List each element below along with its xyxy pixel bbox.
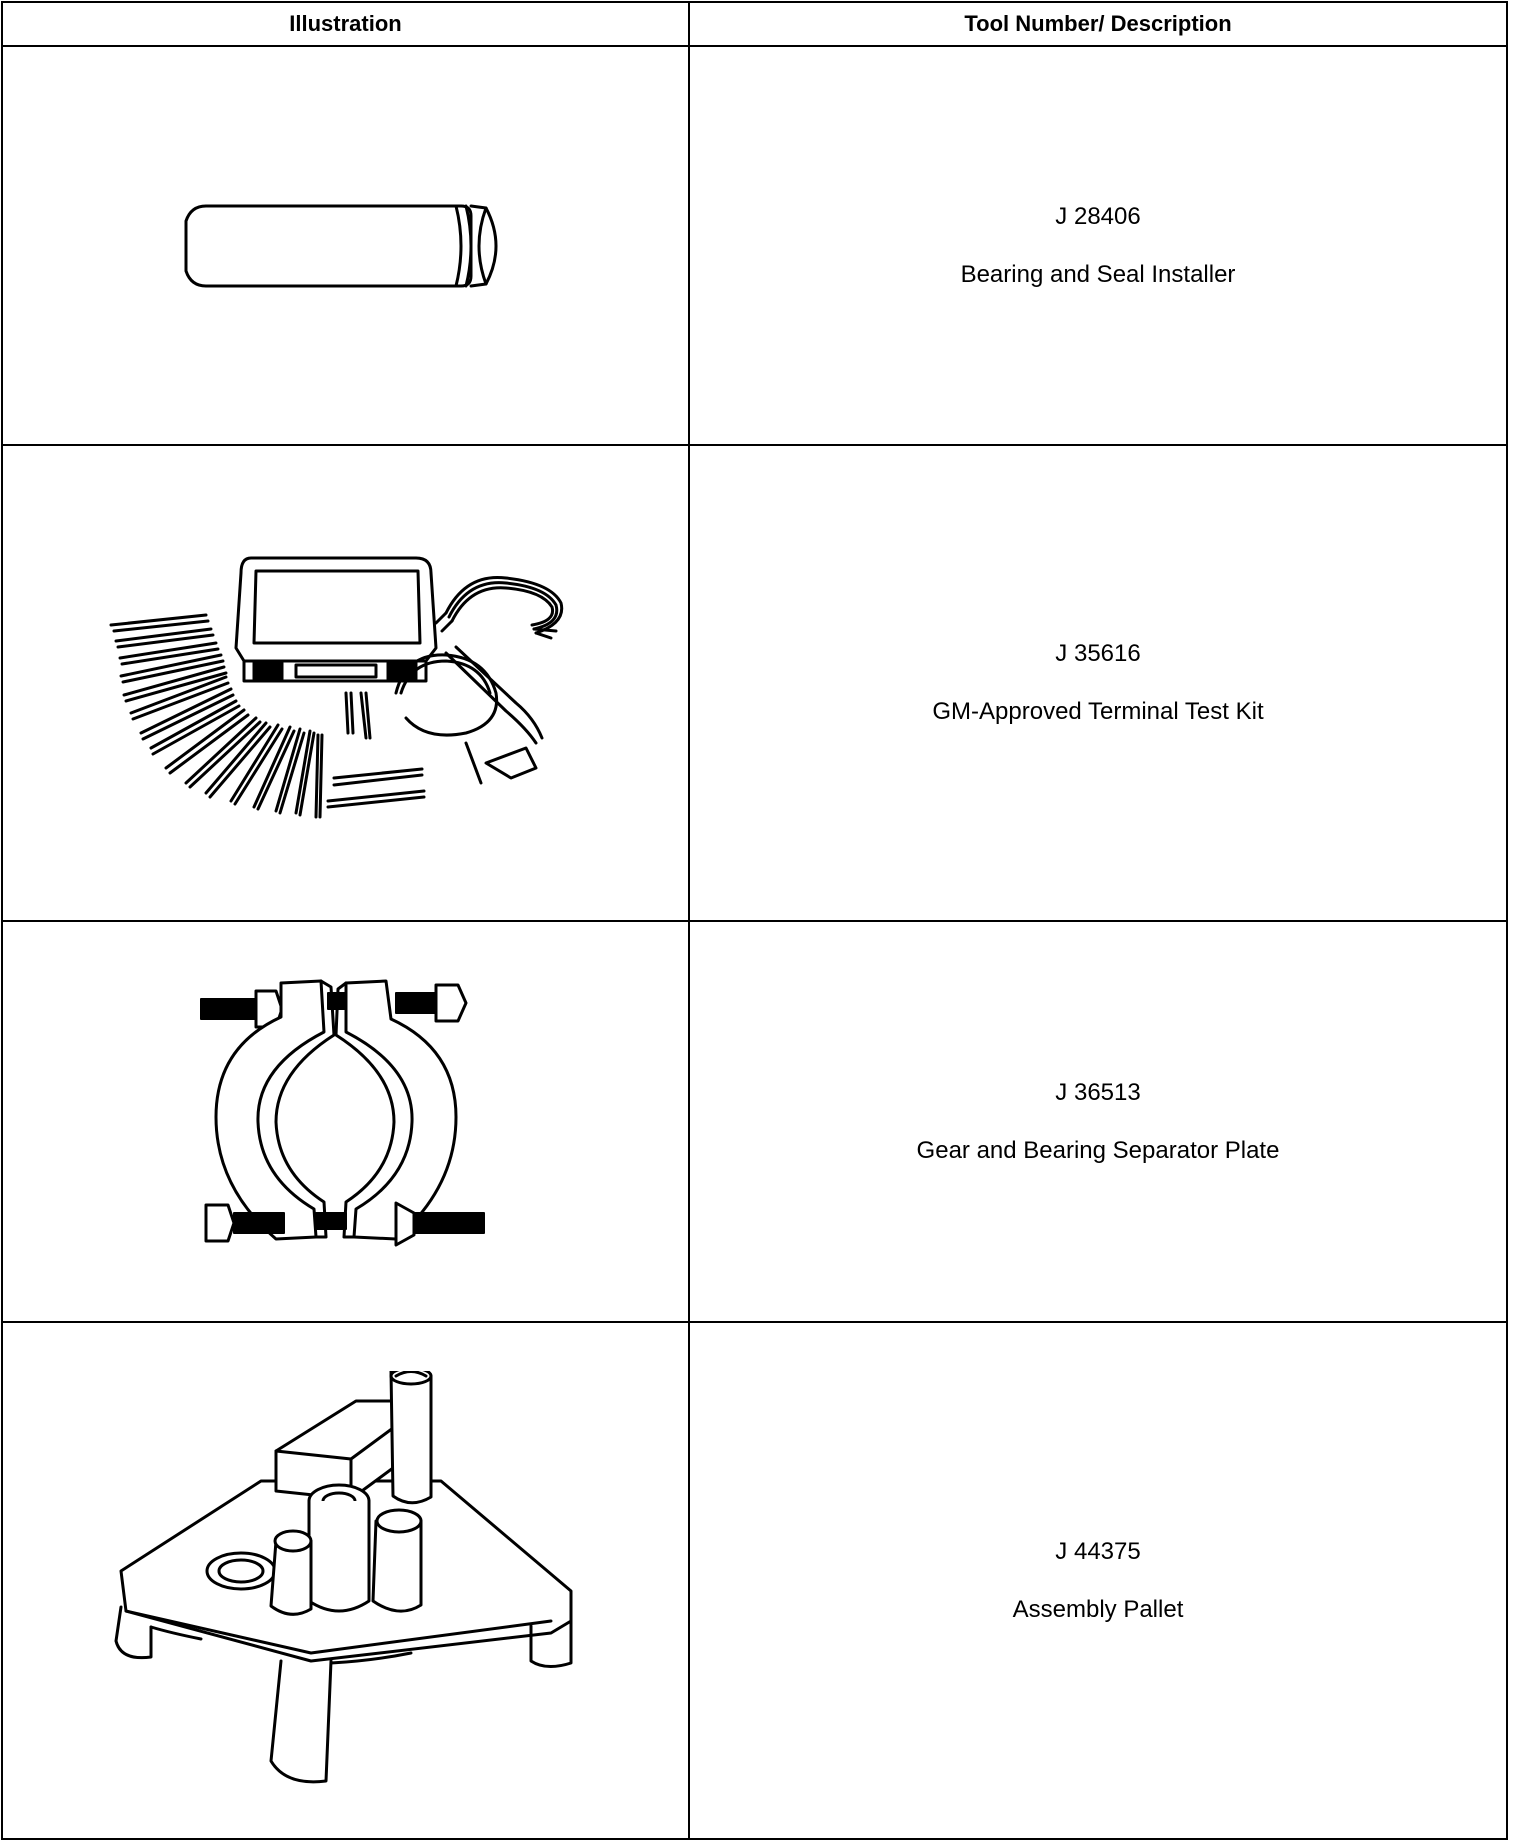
header-row: [2, 2, 1507, 46]
tool-number: J 44375: [1055, 1537, 1141, 1565]
tool-description: Assembly Pallet: [1012, 1595, 1184, 1623]
illustration-cell: [2, 445, 689, 921]
table-row: [2, 921, 1507, 1322]
tool-description: GM-Approved Terminal Test Kit: [932, 698, 1264, 725]
tool-description-cell: [689, 445, 1507, 921]
table-row: [2, 1322, 1507, 1839]
tool-number: J 35616: [1055, 640, 1141, 667]
tool-description: Gear and Bearing Separator Plate: [916, 1136, 1280, 1164]
tool-description-cell: [689, 46, 1507, 445]
header-illustration: Illustration: [2, 2, 689, 46]
illustration-cell: [2, 921, 689, 1322]
tool-description-cell: [689, 921, 1507, 1322]
header-tool-number-description: Tool Number/ Description: [689, 2, 1507, 46]
tool-description-cell: [689, 1322, 1507, 1839]
terminal-test-kit-icon: [106, 543, 586, 823]
table-row: [2, 46, 1507, 445]
special-tools-table: [1, 1, 1508, 1840]
tool-number: J 28406: [1055, 202, 1141, 230]
assembly-pallet-icon: [111, 1371, 581, 1791]
table-row: [2, 445, 1507, 921]
illustration-cell: [2, 46, 689, 445]
illustration-cell: [2, 1322, 689, 1839]
tool-number: J 36513: [1055, 1078, 1141, 1106]
separator-plate-icon: [196, 977, 496, 1267]
bearing-seal-installer-icon: [166, 186, 526, 306]
tool-description: Bearing and Seal Installer: [960, 260, 1236, 288]
